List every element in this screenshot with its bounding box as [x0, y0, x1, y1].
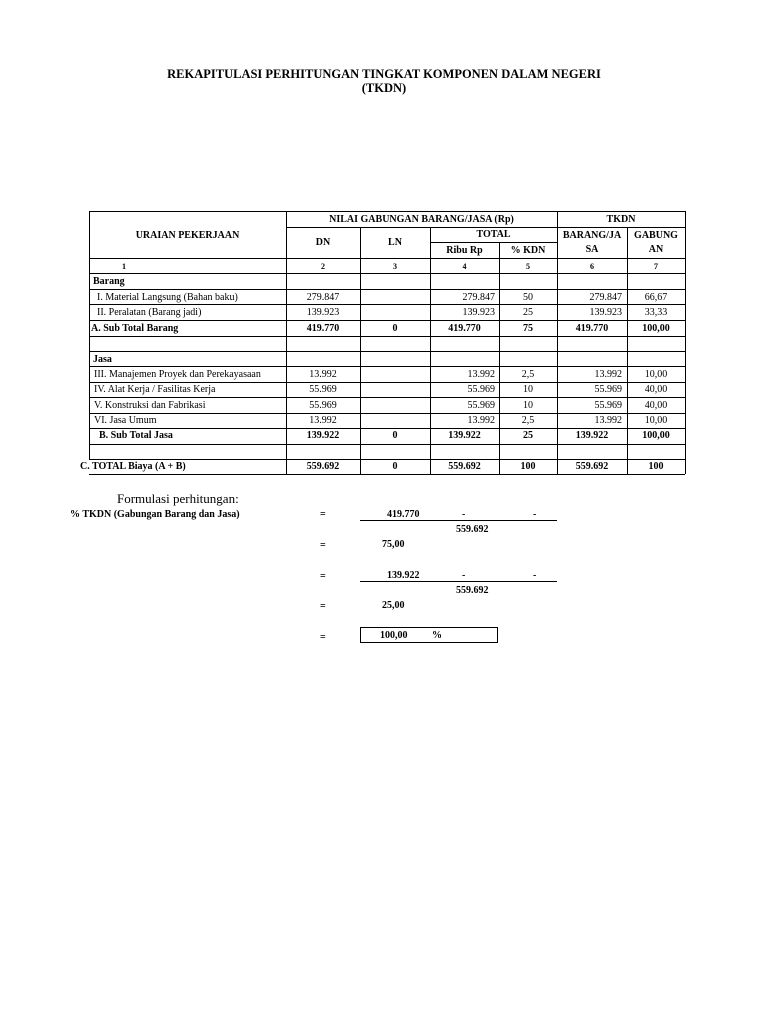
- cell-bj: 139.922: [575, 430, 609, 441]
- cell-gab: 40,00: [644, 400, 668, 411]
- cell-dn: 139.922: [306, 430, 340, 441]
- minus-sign: -: [533, 570, 537, 581]
- section-barang: Barang: [93, 276, 125, 287]
- document-subtitle: (TKDN): [361, 81, 407, 95]
- cell-ribu: 55.969: [467, 384, 495, 395]
- document-title: REKAPITULASI PERHITUNGAN TINGKAT KOMPONEN DALAM NEGERI: [167, 67, 601, 81]
- header-dn: DN: [315, 237, 331, 248]
- cell-kdn: 75: [523, 323, 533, 334]
- cell-ribu: 13.992: [467, 369, 495, 380]
- cell-ln: 0: [392, 323, 398, 334]
- denominator-barang: 559.692: [456, 524, 489, 535]
- header-ln: LN: [388, 237, 402, 248]
- row-label: A. Sub Total Barang: [91, 323, 179, 334]
- cell-gab: 100,00: [642, 323, 670, 334]
- minus-sign: -: [462, 570, 466, 581]
- cell-bj: 419.770: [575, 323, 609, 334]
- cell-kdn: 100: [520, 461, 536, 472]
- equals-sign: =: [320, 571, 326, 582]
- cell-dn: 559.692: [306, 461, 340, 472]
- minus-sign: -: [462, 509, 466, 520]
- header-gabungan-1: GABUNG: [634, 230, 678, 241]
- numerator-barang: 419.770: [387, 509, 420, 520]
- cell-bj: 13.992: [594, 369, 622, 380]
- cell-bj: 13.992: [594, 415, 622, 426]
- cell-bj: 139.923: [589, 307, 622, 318]
- col-num: 2: [321, 262, 325, 271]
- row-label: II. Peralatan (Barang jadi): [97, 307, 202, 318]
- cell-dn: 419.770: [306, 323, 340, 334]
- cell-ribu: 55.969: [467, 400, 495, 411]
- cell-bj: 279.847: [589, 292, 622, 303]
- cell-dn: 279.847: [306, 292, 340, 303]
- result-barang: 75,00: [382, 539, 405, 550]
- cell-ln: 0: [392, 430, 398, 441]
- equals-sign: =: [320, 601, 326, 612]
- cell-gab: 33,33: [644, 307, 668, 318]
- cell-ribu: 279.847: [462, 292, 495, 303]
- cell-gab: 66,67: [644, 292, 668, 303]
- header-total: TOTAL: [476, 229, 511, 240]
- cell-kdn: 50: [523, 292, 533, 303]
- cell-gab: 100,00: [642, 430, 670, 441]
- formula-label: % TKDN (Gabungan Barang dan Jasa): [70, 509, 240, 520]
- row-label: V. Konstruksi dan Fabrikasi: [94, 400, 206, 411]
- cell-gab: 10,00: [644, 415, 668, 426]
- final-result: 100,00: [380, 630, 408, 641]
- row-label: I. Material Langsung (Bahan baku): [97, 292, 238, 303]
- col-num: 5: [526, 262, 530, 271]
- header-barang-jasa-2: SA: [585, 244, 599, 255]
- header-uraian: URAIAN PEKERJAAN: [135, 230, 240, 241]
- cell-gab: 40,00: [644, 384, 668, 395]
- row-label: B. Sub Total Jasa: [99, 430, 173, 441]
- cell-kdn: 10: [523, 384, 533, 395]
- header-gabungan-2: AN: [648, 244, 664, 255]
- col-num: 3: [393, 262, 397, 271]
- cell-dn: 13.992: [309, 369, 337, 380]
- cell-dn: 139.923: [306, 307, 340, 318]
- cell-dn: 55.969: [309, 400, 337, 411]
- row-label: IV. Alat Kerja / Fasilitas Kerja: [94, 384, 216, 395]
- row-label: VI. Jasa Umum: [94, 415, 157, 426]
- equals-sign: =: [320, 540, 326, 551]
- col-num: 4: [462, 262, 467, 271]
- cell-kdn: 25: [523, 430, 533, 441]
- cell-dn: 55.969: [309, 384, 337, 395]
- cell-ribu: 419.770: [448, 323, 481, 334]
- minus-sign: -: [533, 509, 537, 520]
- col-num: 7: [654, 262, 658, 271]
- cell-gab: 100: [648, 461, 664, 472]
- cell-ribu: 139.922: [448, 430, 481, 441]
- header-tkdn: TKDN: [606, 214, 636, 225]
- col-num: 6: [590, 262, 594, 271]
- header-pct-kdn: % KDN: [510, 245, 546, 256]
- cell-kdn: 25: [523, 307, 533, 318]
- equals-sign: =: [320, 509, 326, 520]
- row-label: C. TOTAL Biaya (A + B): [80, 461, 186, 472]
- cell-kdn: 2,5: [521, 415, 535, 426]
- result-jasa: 25,00: [382, 600, 405, 611]
- row-label: III. Manajemen Proyek dan Perekayasaan: [94, 369, 261, 380]
- percent-sign: %: [432, 630, 442, 641]
- cell-bj: 55.969: [594, 400, 622, 411]
- section-jasa: Jasa: [93, 354, 112, 365]
- equals-sign: =: [320, 632, 326, 643]
- cell-ribu: 559.692: [448, 461, 481, 472]
- header-ribu-rp: Ribu Rp: [446, 245, 483, 256]
- cell-dn: 13.992: [309, 415, 337, 426]
- cell-bj: 559.692: [575, 461, 609, 472]
- cell-ribu: 13.992: [467, 415, 495, 426]
- header-barang-jasa-1: BARANG/JA: [562, 230, 622, 241]
- numerator-jasa: 139.922: [387, 570, 420, 581]
- formula-heading: Formulasi perhitungan:: [117, 491, 239, 506]
- col-num: 1: [122, 262, 126, 271]
- cell-gab: 10,00: [644, 369, 668, 380]
- cell-kdn: 2,5: [521, 369, 535, 380]
- denominator-jasa: 559.692: [456, 585, 489, 596]
- cell-ln: 0: [392, 461, 398, 472]
- cell-kdn: 10: [523, 400, 533, 411]
- cell-bj: 55.969: [594, 384, 622, 395]
- header-nilai: NILAI GABUNGAN BARANG/JASA (Rp): [329, 214, 514, 225]
- cell-ribu: 139.923: [462, 307, 495, 318]
